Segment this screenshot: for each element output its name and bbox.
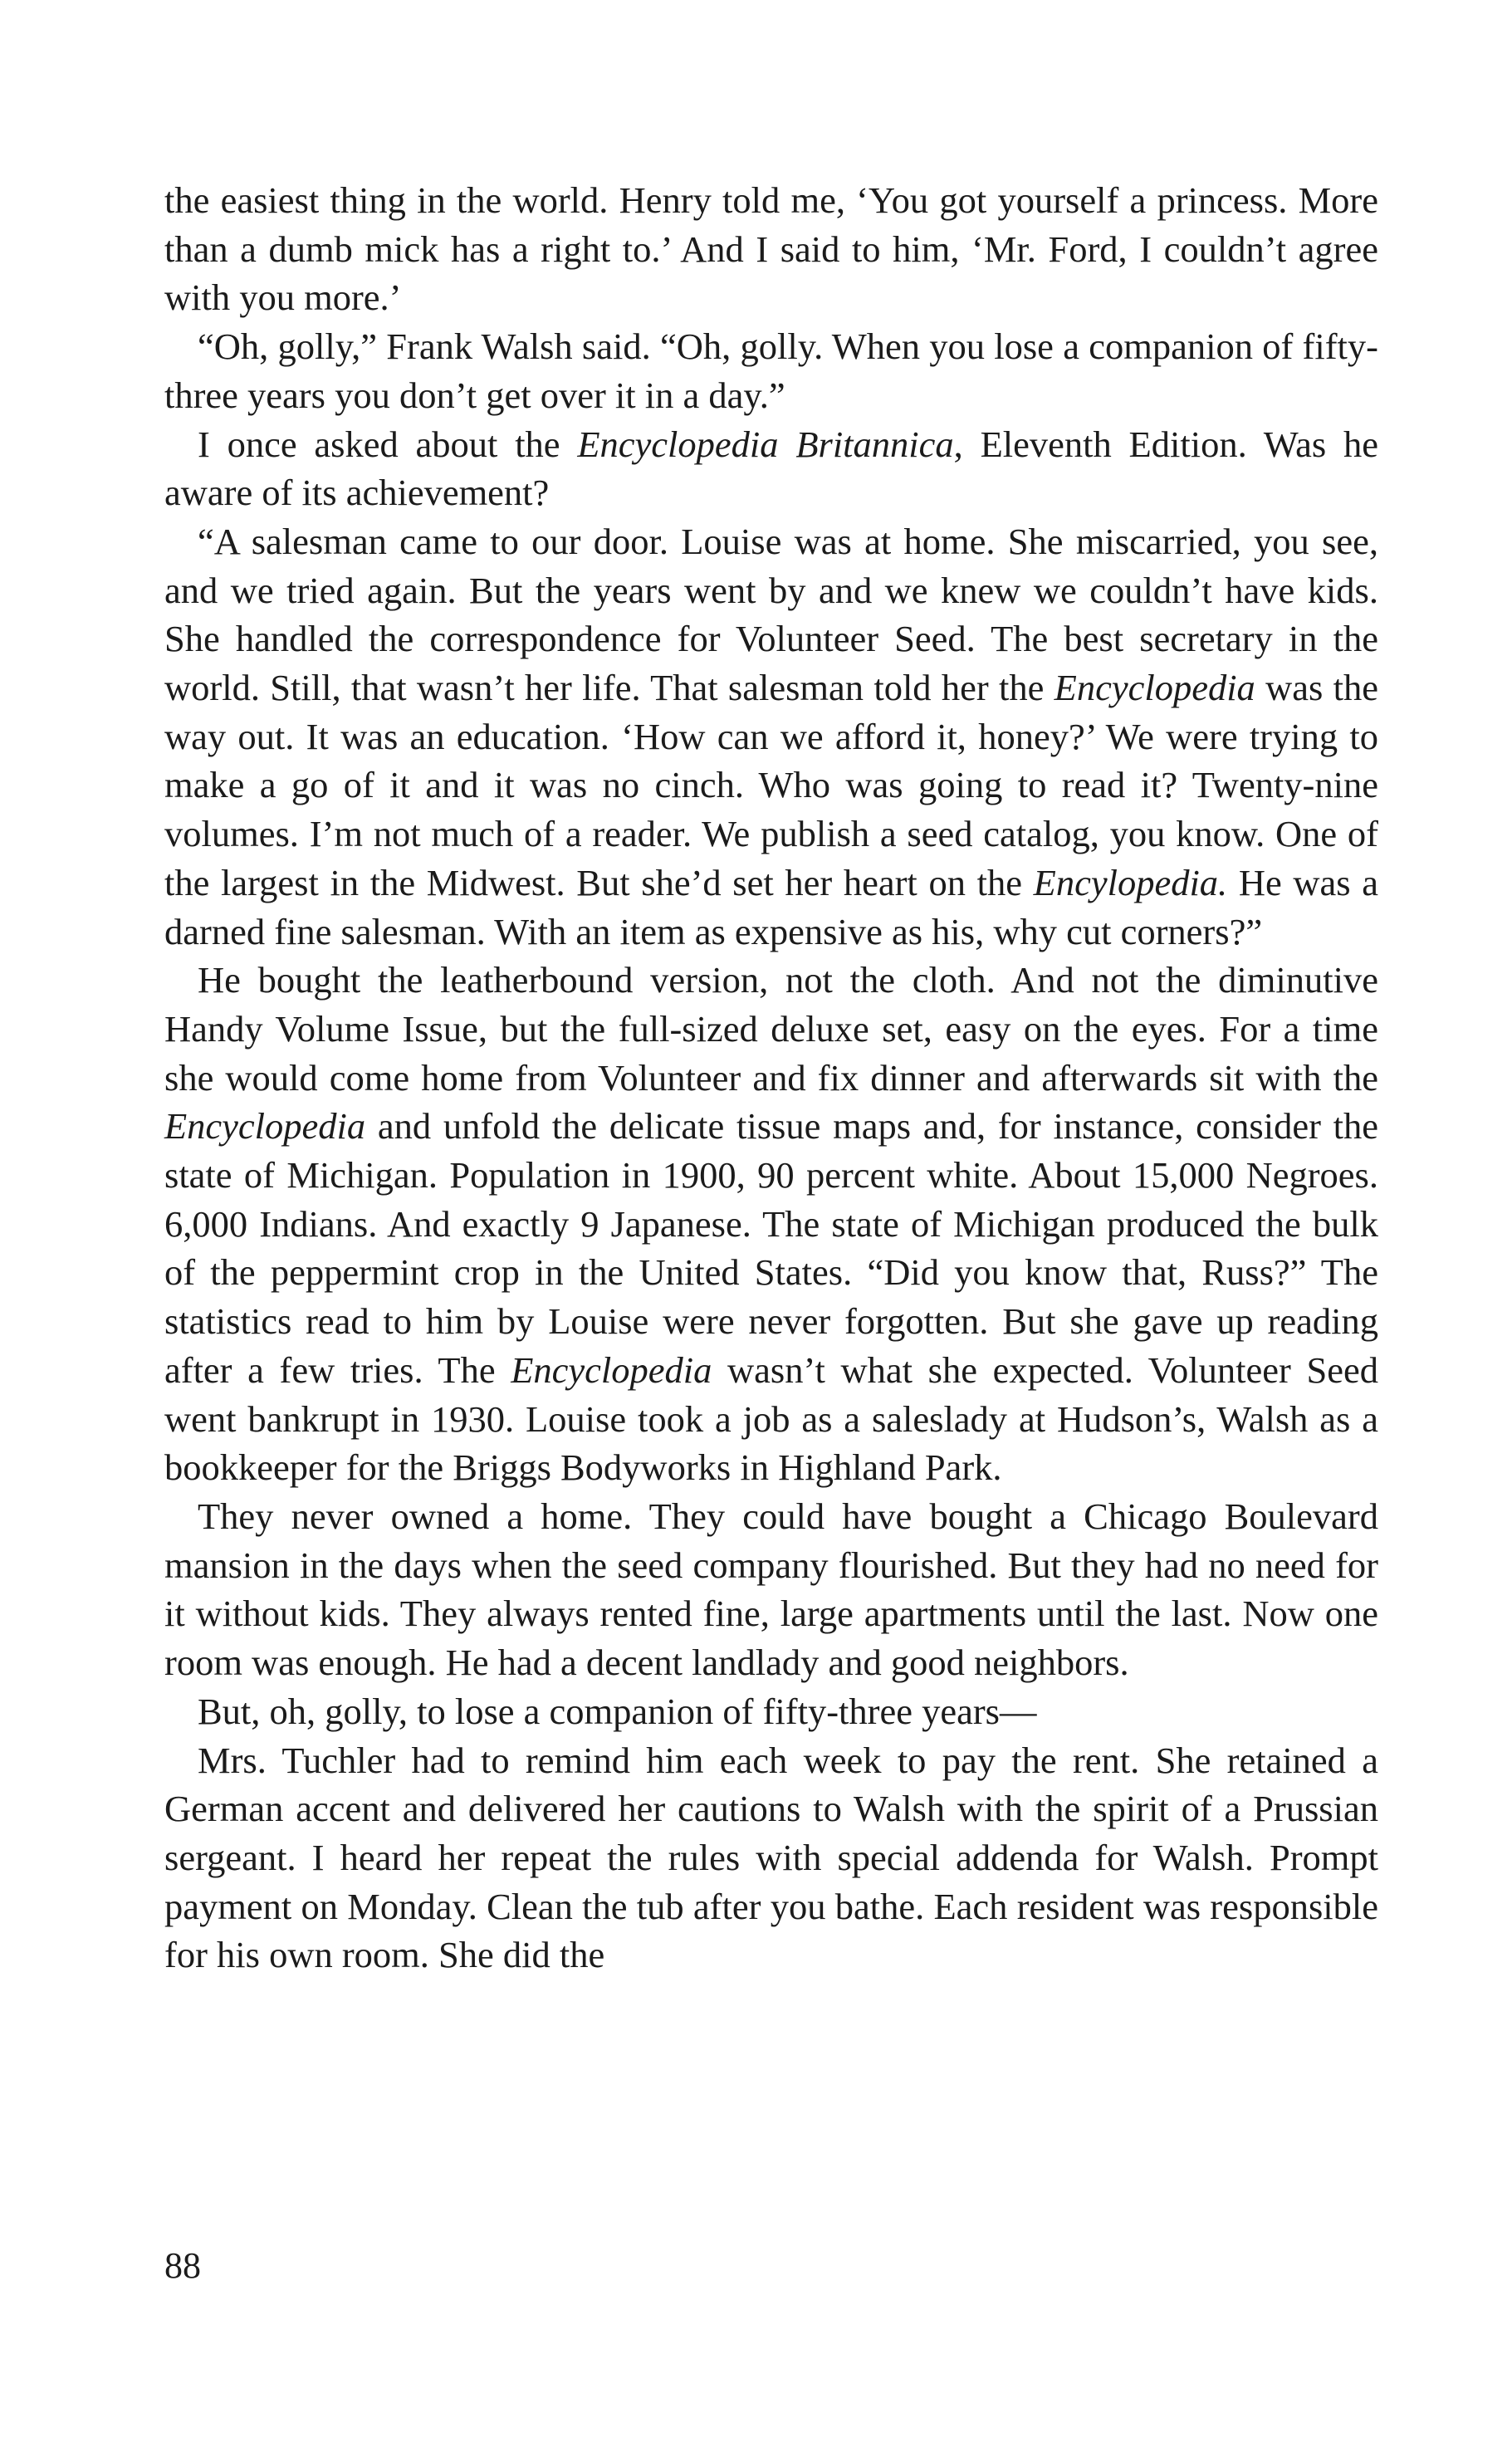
italic-title-text: Encyclopedia	[1054, 667, 1255, 709]
paragraph	[164, 1687, 1378, 1736]
paragraph	[164, 517, 1378, 956]
italic-title-text: Encyclopedia	[164, 1105, 366, 1148]
text-run: the easiest thing in the world. Henry told me, ‘You got yourself a princess. More than a dumb mick has a right to.’ And I said to him, ‘Mr. Ford, I couldn’t agree with you more.’	[164, 179, 1378, 319]
text-run: He was a darned fine salesman. With an item as expensive as his, why cut corners?”	[164, 861, 1378, 952]
body-text	[164, 176, 1378, 1980]
page-number: 88	[164, 2245, 201, 2286]
text-run: I once asked about the	[198, 423, 578, 465]
italic-title-text: Encylopedia.	[1033, 861, 1228, 903]
italic-title-text: Encyclopedia Britannica	[577, 423, 954, 465]
paragraph	[164, 1492, 1378, 1687]
italic-title-text: Encyclopedia	[511, 1348, 712, 1391]
text-run: “Oh, golly,” Frank Walsh said. “Oh, golly. When you lose a companion of fifty-three years you don’t get over it in a day.”	[164, 325, 1378, 416]
text-run: They never owned a home. They could have bought a Chicago Boulevard mansion in the days when the seed company flourished. But they had no need for it without kids. They always rented fine, large apartments until the last. Now one room was enough. He had a decent landlady and good neighbors.	[164, 1495, 1378, 1684]
text-run: But, oh, golly, to lose a companion of fifty-three years—	[198, 1690, 1037, 1732]
text-run: “A salesman came to our door. Louise was at home. She miscarried, you see, and we tried again. But the years went by and we knew we couldn’t have kids. She handled the correspondence for Volunteer Seed. The best secretary in the world. Still, that wasn’t her life. That salesman told her the	[164, 520, 1378, 709]
paragraph	[164, 176, 1378, 322]
text-run: and unfold the delicate tissue maps and, for instance, consider the state of Michigan. Population in 1900, 90 percent white. About 15,000 Negroes. 6,000 Indians. And exactly 9 Japanese. The state of Michigan produced the bulk of the peppermint crop in the United States. “Did you know that, Russ?” The statistics read to him by Louise were never forgotten. But she gave up reading after a few tries. The	[164, 1105, 1378, 1391]
text-run: wasn’t what she expected. Volunteer Seed went bankrupt in 1930. Louise took a job as a saleslady at Hudson’s, Walsh as a bookkeeper for the Briggs Bodyworks in Highland Park.	[164, 1348, 1378, 1489]
paragraph	[164, 322, 1378, 419]
paragraph	[164, 1736, 1378, 1980]
text-run: , Eleventh Edition. Was he aware of its achievement?	[164, 423, 1378, 514]
text-run: Mrs. Tuchler had to remind him each week to pay the rent. She retained a German accent and delivered her cautions to Walsh with the spirit of a Prussian sergeant. I heard her repeat the rules with special addenda for Walsh. Prompt payment on Monday. Clean the tub after you bathe. Each resident was responsible for his own room. She did the	[164, 1739, 1378, 1976]
paragraph	[164, 420, 1378, 517]
paragraph	[164, 956, 1378, 1492]
text-run: He bought the leatherbound version, not the cloth. And not the diminutive Handy Volume Issue, but the full-sized deluxe set, easy on the eyes. For a time she would come home from Volunteer and fix dinner and afterwards sit with the	[164, 959, 1378, 1099]
text-run: was the way out. It was an education. ‘How can we afford it, honey?’ We were trying to make a go of it and it was no cinch. Who was going to read it? Twenty-nine volumes. I’m not much of a reader. We publish a seed catalog, you know. One of the largest in the Midwest. But she’d set her heart on the	[164, 667, 1378, 903]
